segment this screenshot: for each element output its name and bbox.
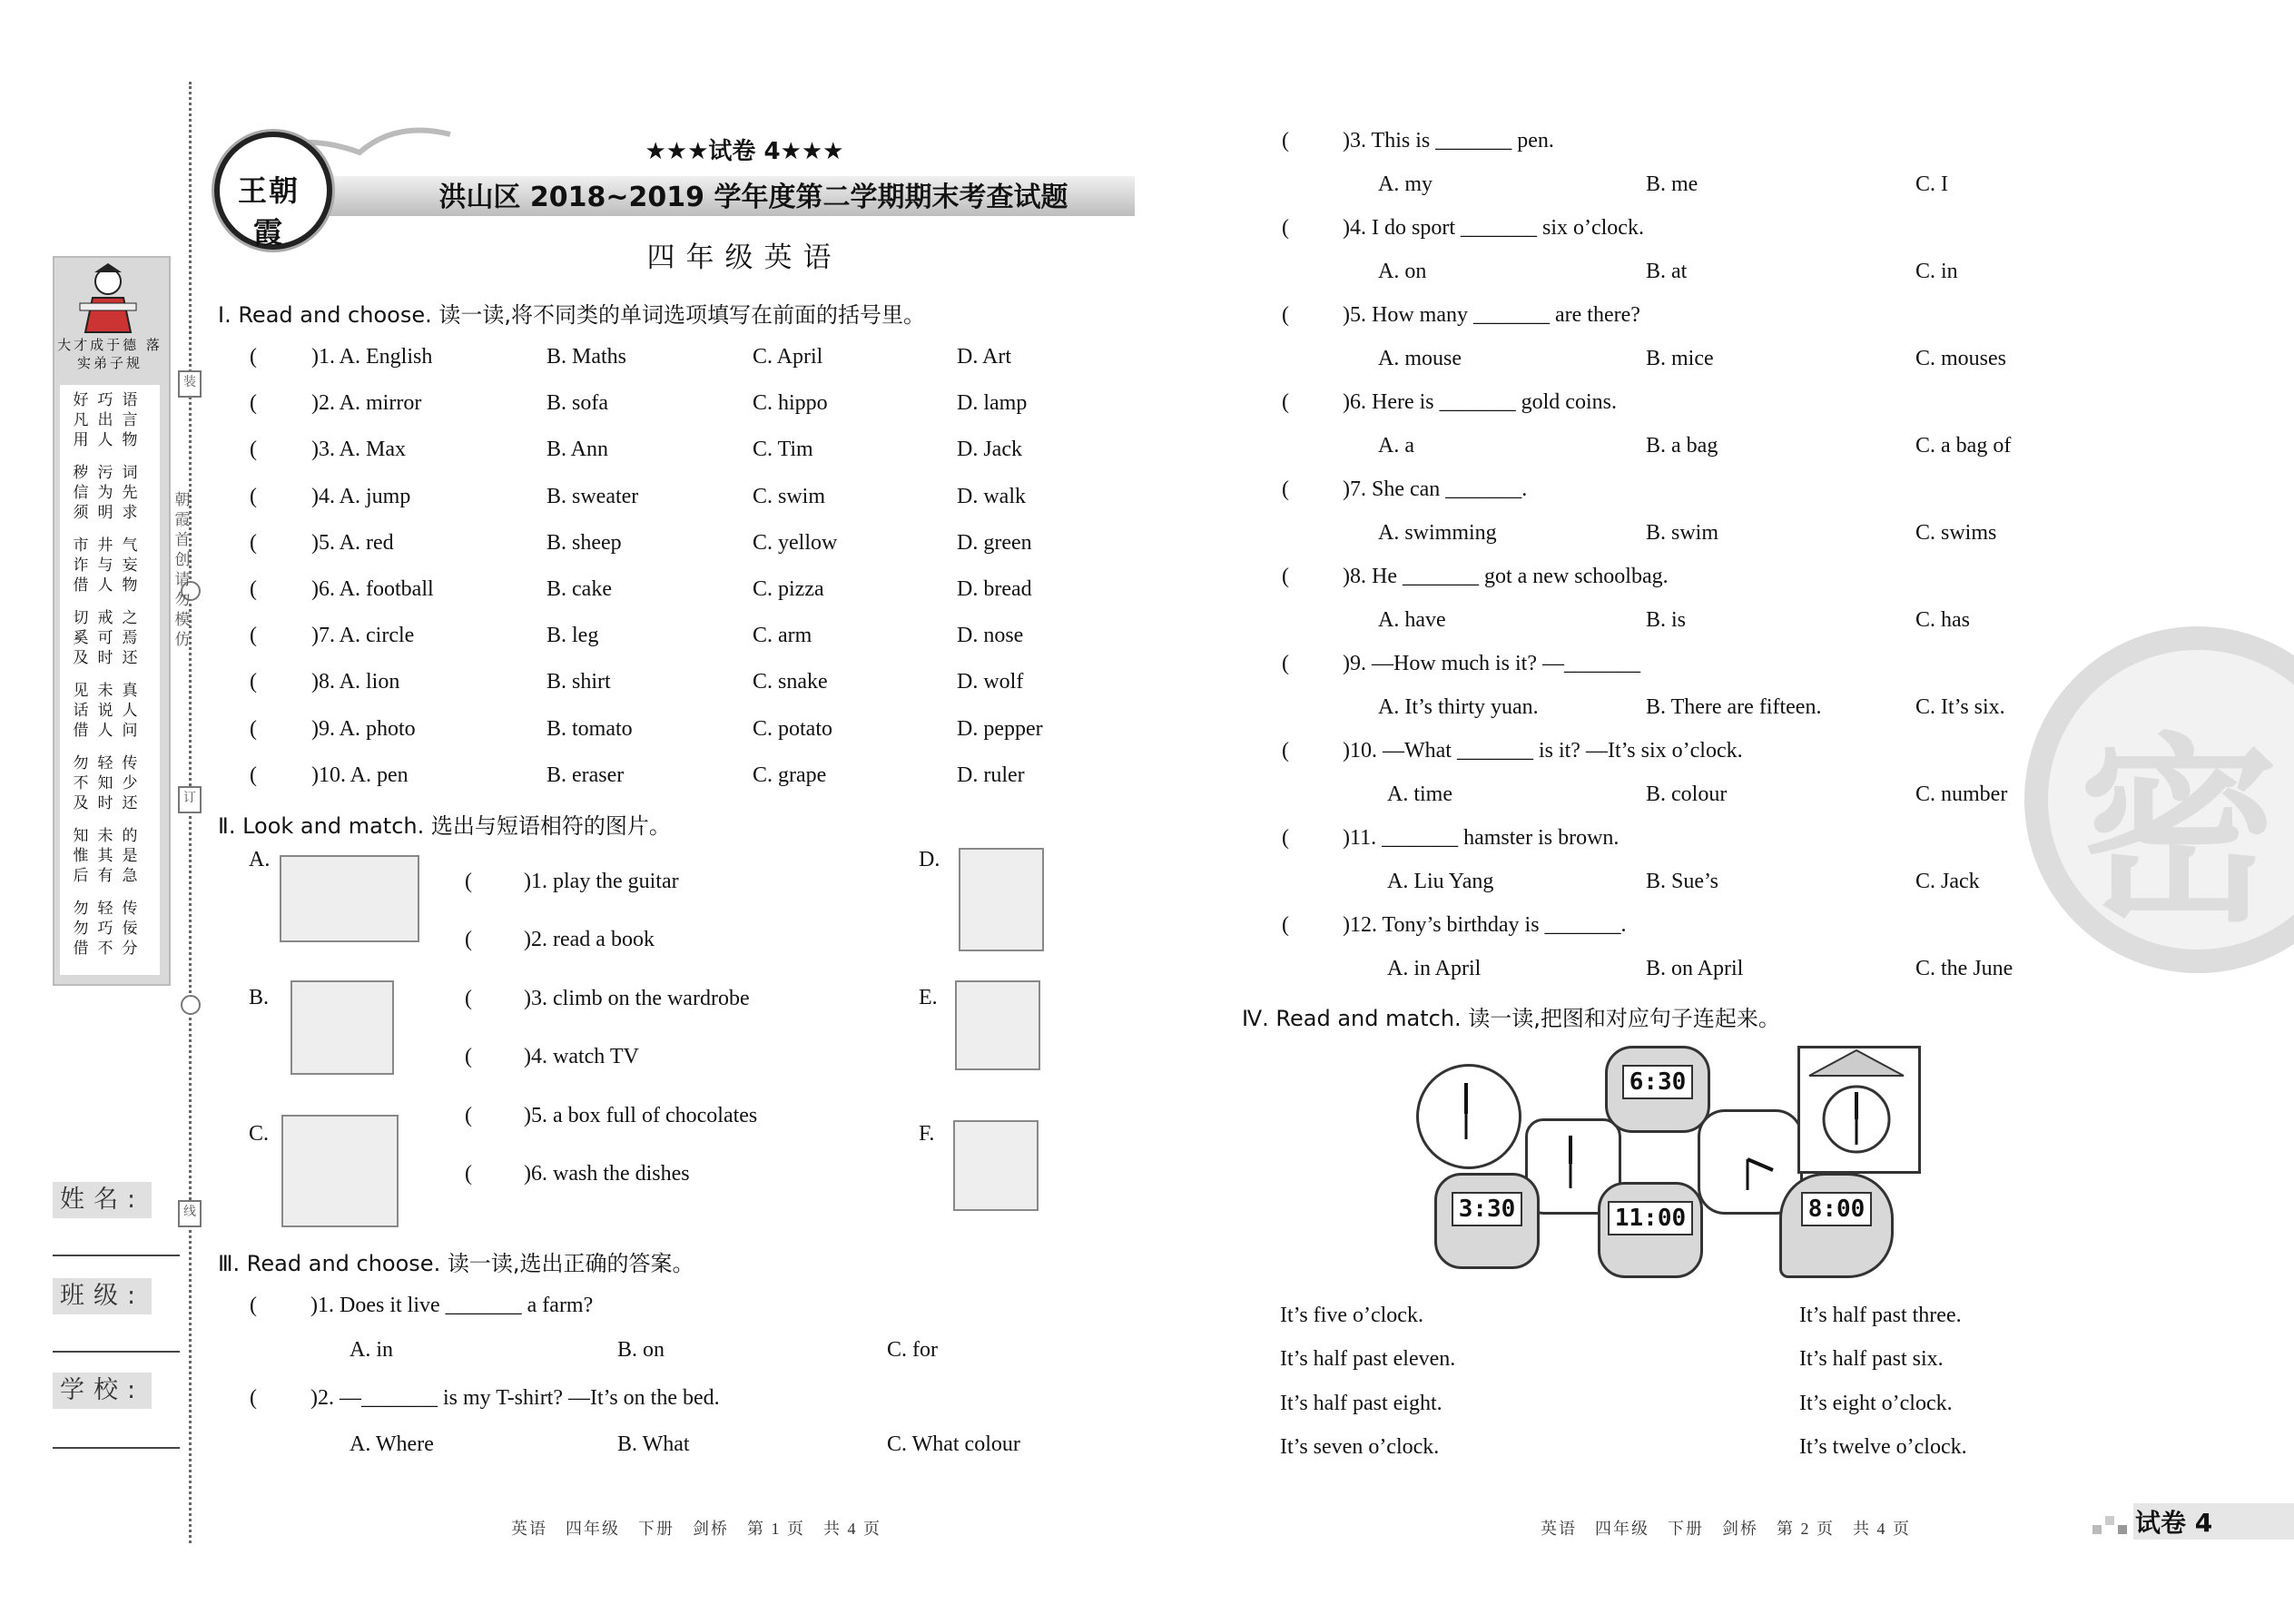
option-b: B. swim	[1646, 521, 1719, 545]
stamp-glyph: 密	[2079, 716, 2279, 949]
option-d: D. bread	[957, 577, 1032, 601]
question-text: )3. This is _______ pen.	[1343, 129, 1554, 153]
answer-paren[interactable]: (	[1282, 216, 1289, 240]
answer-paren[interactable]: (	[465, 1162, 472, 1186]
option-d: D. Jack	[957, 438, 1022, 462]
option-a: A. have	[1378, 608, 1446, 632]
time-sentence[interactable]: It’s seven o’clock.	[1280, 1434, 1440, 1459]
answer-paren[interactable]: (	[1282, 303, 1289, 327]
section-4-heading: Ⅳ. Read and match. 读一读,把图和对应句子连起来。	[1242, 1006, 1780, 1031]
exam-title: 洪山区 2018~2019 学年度第二学期期末考查试题	[438, 182, 1068, 213]
option-a: A. swimming	[1378, 521, 1497, 545]
option-a: )1. A. English	[311, 345, 433, 369]
answer-paren[interactable]: (	[250, 391, 257, 416]
match-phrase: )5. a box full of chocolates	[524, 1103, 758, 1127]
question-text: )9. —How much is it? —_______	[1343, 652, 1640, 675]
picture-letter: C.	[249, 1122, 270, 1146]
picture-letter: F.	[919, 1122, 935, 1146]
match-phrase: )2. read a book	[524, 928, 655, 952]
answer-paren[interactable]: (	[250, 1386, 257, 1410]
time-sentence[interactable]: It’s eight o’clock.	[1799, 1391, 1953, 1415]
option-d: D. nose	[957, 624, 1024, 648]
picture-letter: B.	[249, 986, 270, 1009]
section-1-heading: Ⅰ. Read and choose. 读一读,将不同类的单词选项填写在前面的括号里。	[218, 302, 925, 328]
option-a: A. a	[1378, 434, 1414, 458]
option-c: C. the June	[1915, 957, 2013, 980]
option-b: B. colour	[1646, 782, 1728, 806]
option-c: C. hippo	[753, 391, 828, 416]
footer-page-2: 英语 四年级 下册 剑桥 第 2 页 共 4 页	[1541, 1520, 1911, 1538]
option-a: A. in April	[1387, 957, 1482, 980]
answer-paren[interactable]: (	[1282, 652, 1289, 675]
match-picture	[281, 1115, 399, 1227]
motto-line: 秽污词 信为先 须明求	[73, 464, 147, 522]
option-d: D. walk	[957, 484, 1026, 508]
option-b: B. Ann	[546, 438, 609, 462]
motto-title: 大才成于德 落实弟子规	[57, 337, 162, 371]
answer-paren[interactable]: (	[1282, 129, 1289, 153]
exam-number: ★★★试卷 4★★★	[645, 138, 844, 165]
binding-mark: 线	[178, 1200, 202, 1227]
match-picture	[955, 980, 1040, 1070]
digital-clock-time: 8:00	[1801, 1192, 1873, 1226]
option-b: B. eraser	[546, 763, 625, 787]
motto-line: 勿轻传 不知少 及时还	[73, 754, 147, 812]
match-phrase: )3. climb on the wardrobe	[524, 986, 750, 1010]
option-a: )10. A. pen	[311, 763, 409, 787]
school-label: 学校:	[53, 1373, 152, 1409]
option-a: )5. A. red	[311, 530, 394, 555]
option-b: B. tomato	[546, 716, 633, 741]
question-text: )4. I do sport _______ six o’clock.	[1343, 216, 1644, 240]
time-sentence[interactable]: It’s half past eight.	[1280, 1391, 1442, 1415]
name-field[interactable]	[53, 1255, 180, 1256]
question-text: )12. Tony’s birthday is _______.	[1343, 913, 1627, 937]
option-b: B. me	[1646, 172, 1698, 196]
digital-clock-2[interactable]	[1434, 1173, 1540, 1269]
footer-page-1: 英语 四年级 下册 剑桥 第 1 页 共 4 页	[511, 1520, 881, 1538]
answer-paren[interactable]: (	[465, 1103, 472, 1127]
digital-clock-time: 6:30	[1622, 1065, 1694, 1099]
digital-clock-4[interactable]	[1779, 1173, 1894, 1278]
answer-paren[interactable]: (	[250, 345, 257, 369]
question-text: )7. She can _______.	[1343, 477, 1528, 501]
option-b: B. shirt	[546, 670, 611, 694]
motto-line: 见未真 话说人 借人问	[73, 682, 147, 740]
question-text: )11. _______ hamster is brown.	[1343, 826, 1620, 850]
picture-letter: E.	[919, 986, 938, 1009]
option-b: B. on April	[1646, 957, 1744, 980]
answer-paren[interactable]: (	[250, 716, 257, 741]
option-b: B. is	[1646, 608, 1687, 632]
logo-text: 王朝霞	[237, 174, 300, 249]
option-a: )3. A. Max	[311, 438, 406, 462]
option-a: A. It’s thirty yuan.	[1378, 695, 1539, 719]
option-c: C. for	[887, 1338, 938, 1362]
option-b: B. Maths	[546, 345, 627, 369]
option-c: C. pizza	[753, 577, 824, 601]
option-b: B. There are fifteen.	[1646, 695, 1822, 719]
option-a: A. Where	[350, 1432, 434, 1456]
option-a: A. in	[350, 1338, 393, 1362]
scholar-illustration	[76, 261, 140, 334]
tower-clock[interactable]	[1797, 1046, 1921, 1174]
digital-clock-time: 3:30	[1452, 1192, 1523, 1226]
analog-clock[interactable]	[1416, 1064, 1521, 1169]
option-a: A. Liu Yang	[1387, 870, 1494, 893]
match-picture	[290, 980, 394, 1075]
option-d: D. ruler	[957, 763, 1025, 787]
option-d: D. Art	[957, 345, 1011, 369]
time-sentence[interactable]: It’s half past three.	[1799, 1304, 1962, 1327]
motto-line: 知未的 惟其是 后有急	[73, 827, 147, 885]
answer-paren[interactable]: (	[465, 870, 472, 893]
option-c: C. a bag of	[1915, 434, 2012, 458]
option-d: D. pepper	[957, 716, 1043, 741]
digital-clock-3[interactable]	[1598, 1182, 1703, 1278]
option-c: C. What colour	[887, 1432, 1020, 1456]
match-picture	[280, 855, 419, 942]
time-sentence[interactable]: It’s half past six.	[1799, 1347, 1944, 1372]
option-c: C. grape	[753, 763, 827, 787]
question-text: )5. How many _______ are there?	[1343, 303, 1640, 327]
option-c: C. Jack	[1915, 870, 1980, 893]
class-label: 班级:	[53, 1278, 152, 1314]
binding-mark: 装	[178, 370, 202, 398]
answer-paren[interactable]: (	[1282, 390, 1289, 414]
option-b: B. cake	[546, 577, 612, 601]
option-c: C. arm	[753, 624, 812, 648]
answer-paren[interactable]: (	[1282, 739, 1289, 763]
option-c: C. April	[753, 345, 823, 369]
option-c: C. snake	[753, 670, 828, 694]
answer-paren[interactable]: (	[1282, 826, 1289, 850]
binding-mark: 订	[178, 786, 202, 813]
school-field[interactable]	[53, 1447, 180, 1449]
time-sentence[interactable]: It’s five o’clock.	[1280, 1304, 1423, 1327]
option-a: )9. A. photo	[311, 716, 416, 741]
corner-exam-number: 试卷 4	[2135, 1508, 2213, 1538]
option-b: B. a bag	[1646, 434, 1718, 458]
question-text: )10. —What _______ is it? —It’s six o’clock.	[1343, 739, 1743, 763]
answer-paren[interactable]: (	[1282, 565, 1289, 588]
section-2-heading: Ⅱ. Look and match. 选出与短语相符的图片。	[218, 813, 671, 839]
answer-paren[interactable]: (	[250, 438, 257, 462]
question-text: )1. Does it live _______ a farm?	[310, 1294, 594, 1317]
match-picture	[959, 848, 1044, 951]
option-a: )7. A. circle	[311, 624, 415, 648]
binding-vertical-text: 朝霞首创 请勿模仿	[174, 491, 191, 648]
name-label: 姓名:	[53, 1182, 152, 1218]
answer-paren[interactable]: (	[250, 763, 257, 787]
binding-hole	[181, 995, 201, 1015]
option-b: B. Sue’s	[1646, 870, 1719, 893]
option-b: B. on	[617, 1338, 665, 1362]
option-d: D. green	[957, 530, 1032, 555]
option-b: B. What	[617, 1432, 690, 1456]
section-3-heading: Ⅲ. Read and choose. 读一读,选出正确的答案。	[218, 1251, 694, 1276]
option-a: )2. A. mirror	[311, 391, 422, 416]
digital-clock-time: 11:00	[1608, 1201, 1693, 1235]
option-c: C. has	[1915, 608, 1970, 632]
option-b: B. sweater	[546, 484, 639, 508]
question-text: )2. —_______ is my T-shirt? —It’s on the bed.	[310, 1386, 720, 1410]
option-a: )4. A. jump	[311, 484, 411, 508]
answer-paren[interactable]: (	[250, 577, 257, 601]
picture-letter: D.	[919, 848, 940, 871]
option-a: A. mouse	[1378, 347, 1462, 370]
option-b: B. sofa	[546, 391, 608, 416]
option-c: C. I	[1915, 172, 1948, 196]
match-phrase: )6. wash the dishes	[524, 1162, 690, 1186]
option-c: C. It’s six.	[1915, 695, 2005, 719]
match-picture	[953, 1120, 1039, 1211]
answer-paren[interactable]: (	[250, 530, 257, 555]
answer-paren[interactable]: (	[1282, 477, 1289, 501]
motto-line: 切戒之 奚可焉 及时还	[73, 609, 147, 667]
motto-line: 市井气 诈与妄 借人物	[73, 536, 147, 595]
answer-paren[interactable]: (	[250, 1294, 257, 1317]
answer-paren[interactable]: (	[250, 484, 257, 508]
option-c: C. number	[1915, 782, 2008, 806]
option-b: B. mice	[1646, 347, 1714, 370]
match-phrase: )4. watch TV	[524, 1045, 639, 1069]
answer-paren[interactable]: (	[465, 1045, 472, 1069]
option-d: D. wolf	[957, 670, 1024, 694]
question-text: )6. Here is _______ gold coins.	[1343, 390, 1617, 414]
corner-squares	[2092, 1512, 2129, 1538]
option-a: )8. A. lion	[311, 670, 400, 694]
option-c: C. mouses	[1915, 347, 2007, 370]
motto-line: 勿轻传 勿巧佞 借不分	[73, 900, 147, 958]
option-b: B. sheep	[546, 530, 622, 555]
option-c: C. in	[1915, 260, 1958, 283]
option-d: D. lamp	[957, 391, 1028, 416]
option-c: C. Tim	[753, 438, 813, 462]
option-c: C. potato	[753, 716, 832, 741]
time-sentence[interactable]: It’s twelve o’clock.	[1799, 1434, 1967, 1459]
option-b: B. leg	[546, 624, 599, 648]
answer-paren[interactable]: (	[465, 928, 472, 952]
answer-paren[interactable]: (	[250, 670, 257, 694]
answer-paren[interactable]: (	[250, 624, 257, 648]
option-a: )6. A. football	[311, 577, 434, 601]
picture-letter: A.	[249, 848, 271, 871]
option-a: A. on	[1378, 260, 1427, 283]
answer-paren[interactable]: (	[465, 986, 472, 1010]
option-b: B. at	[1646, 260, 1688, 283]
match-phrase: )1. play the guitar	[524, 870, 679, 893]
clock-illustration	[1416, 1046, 1925, 1277]
option-c: C. swim	[753, 484, 826, 508]
option-a: A. my	[1378, 172, 1433, 196]
grade-title: 四年级英语	[646, 241, 842, 274]
class-field[interactable]	[53, 1351, 180, 1353]
motto-line: 好巧语 凡出言 用人物	[73, 391, 147, 449]
option-a: A. time	[1387, 782, 1452, 806]
option-c: C. yellow	[753, 530, 838, 555]
digital-clock-1[interactable]	[1605, 1046, 1710, 1133]
time-sentence[interactable]: It’s half past eleven.	[1280, 1347, 1456, 1372]
question-text: )8. He _______ got a new schoolbag.	[1343, 565, 1669, 588]
answer-paren[interactable]: (	[1282, 913, 1289, 937]
option-c: C. swims	[1915, 521, 1997, 545]
